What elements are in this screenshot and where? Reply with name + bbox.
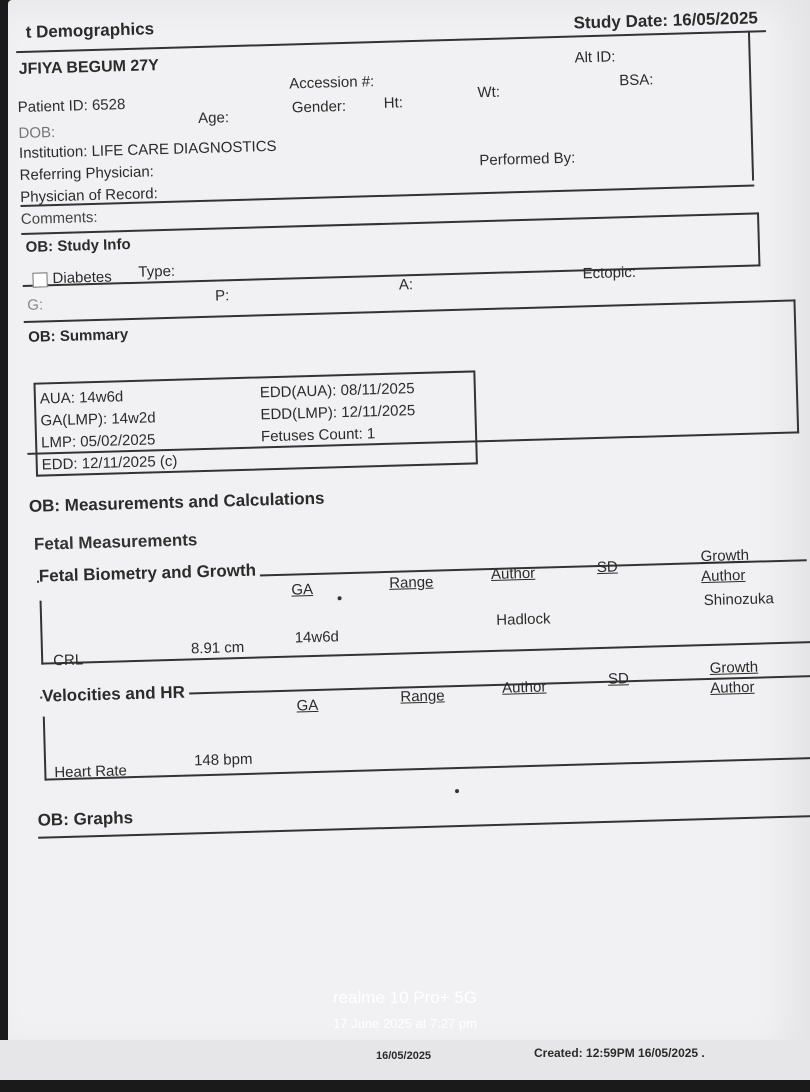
fetal-measurements-heading: Fetal Measurements: [33, 530, 198, 554]
heart-rate-value: 148 bpm: [193, 750, 253, 770]
hr-col-ga: GA: [296, 696, 319, 715]
p-label: P:: [214, 287, 230, 305]
watermark-timestamp: 17 June 2025 at 7:27 pm: [333, 1016, 477, 1031]
patient-id: Patient ID: 6528: [17, 96, 126, 117]
comments-label: Comments:: [20, 208, 98, 229]
a-label: A:: [398, 276, 414, 294]
summary-heading: OB: Summary: [27, 326, 129, 346]
referring-physician-label: Referring Physician:: [19, 163, 155, 185]
physician-of-record-label: Physician of Record:: [20, 185, 159, 207]
gender-label: Gender:: [291, 97, 347, 117]
col-author: Author: [490, 564, 536, 584]
crl-author: Hadlock: [496, 610, 551, 629]
hr-col-sd: SD: [607, 670, 630, 688]
watermark-device: realme 10 Pro+ 5G: [332, 988, 478, 1007]
measurements-heading: OB: Measurements and Calculations: [28, 488, 325, 516]
edd-value: EDD: 12/11/2025 (c): [41, 452, 178, 474]
wt-label: Wt:: [477, 83, 501, 102]
edd-aua-value: EDD(AUA): 08/11/2025: [259, 380, 415, 402]
ga-lmp-value: GA(LMP): 14w2d: [40, 409, 156, 430]
velocities-box: [43, 695, 810, 781]
patient-name: JFIYA BEGUM 27Y: [18, 57, 160, 79]
biometry-box: [40, 579, 810, 664]
age-label: Age:: [197, 109, 230, 128]
col-range: Range: [388, 573, 434, 592]
ht-label: Ht:: [383, 94, 404, 112]
lmp-value: LMP: 05/02/2025: [40, 431, 156, 452]
alt-id-label: Alt ID:: [574, 48, 616, 67]
study-date: Study Date: 16/05/2025: [573, 8, 759, 33]
fetuses-count: Fetuses Count: 1: [260, 425, 376, 446]
biometry-heading: Fetal Biometry and Growth: [39, 560, 261, 586]
hr-col-growth-author: Author: [710, 678, 755, 697]
aua-value: AUA: 14w6d: [39, 388, 124, 408]
type-label: Type:: [138, 262, 176, 281]
footer-date: 16/05/2025: [376, 1050, 432, 1062]
diabetes-checkbox[interactable]: [32, 272, 47, 287]
velocities-heading: Velocities and HR: [42, 683, 189, 707]
performed-by-label: Performed By:: [479, 149, 576, 170]
edd-lmp-value: EDD(LMP): 12/11/2025: [260, 402, 416, 424]
ectopic-label: Ectopic:: [582, 263, 637, 283]
divider: [38, 815, 810, 839]
crl-label: CRL: [52, 651, 84, 670]
study-info-heading: OB: Study Info: [25, 235, 131, 256]
hr-col-author: Author: [501, 678, 547, 697]
graphs-heading: OB: Graphs: [37, 808, 134, 830]
crl-value: 8.91 cm: [190, 638, 245, 658]
bsa-label: BSA:: [619, 71, 654, 90]
g-label: G:: [27, 296, 44, 314]
col-sd: SD: [596, 558, 618, 577]
hr-col-range: Range: [400, 687, 445, 706]
col-ga: GA: [291, 581, 314, 599]
hr-col-growth: Growth: [709, 658, 759, 677]
footer-created: Created: 12:59PM 16/05/2025 .: [534, 1046, 705, 1060]
demographics-heading: t Demographics: [25, 19, 155, 42]
speck: [455, 789, 459, 793]
dob-label: DOB:: [18, 124, 56, 143]
right-border: [748, 31, 754, 181]
accession-label: Accession #:: [288, 73, 375, 93]
institution: Institution: LIFE CARE DIAGNOSTICS: [18, 137, 277, 163]
crl-growth-author: Shinozuka: [703, 590, 775, 610]
heart-rate-label: Heart Rate: [54, 762, 128, 782]
col-growth-author: Author: [700, 566, 746, 586]
diabetes-label: Diabetes: [52, 268, 112, 288]
col-growth: Growth: [700, 546, 750, 566]
crl-ga: 14w6d: [294, 628, 340, 647]
study-info-box: [21, 212, 760, 287]
